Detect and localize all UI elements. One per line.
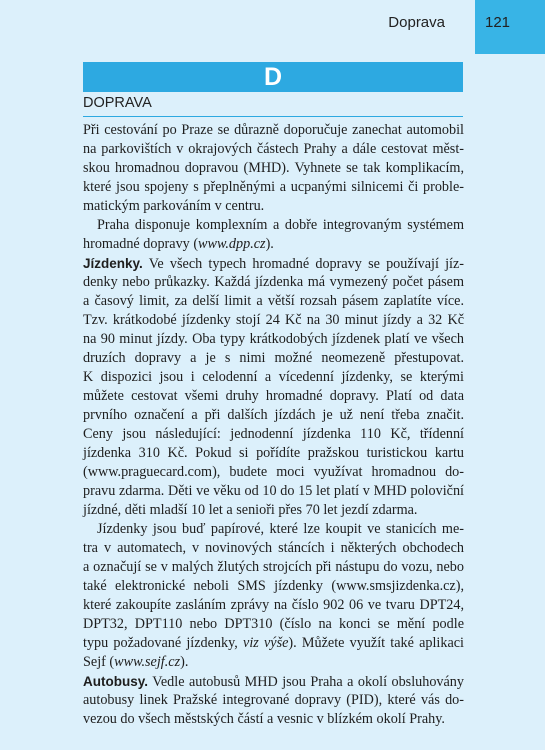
text-line (83, 577, 464, 596)
text-run: hromadné dopravy ( (83, 236, 199, 252)
text-run: ). Můžete využít také aplikaci (288, 635, 465, 651)
run-in-heading: Autobusy. (83, 674, 148, 689)
italic-text: www.dpp.cz (198, 236, 266, 252)
text-run: jízdné, děti mladší 10 let a senioři přes 70 let jezdí zdarma. (83, 502, 418, 518)
text-line (83, 615, 464, 634)
text-run: také elektronické neboli SMS jízdenky (www.smsjizdenka.cz), (83, 578, 464, 594)
text-run: a označují se v malých žlutých strojcích při nástupu do vozu, nebo (83, 559, 464, 575)
text-line (83, 501, 464, 520)
running-header-title: Doprava (388, 14, 445, 31)
text-line (83, 425, 464, 444)
text-run: které jsou spojeny s přeplněnými a ucpanými silnicemi či proble- (83, 179, 464, 195)
text-line (83, 197, 464, 216)
text-run: a časový limit, za delší limit a větší rozsah pásem zaplatíte více. (83, 293, 464, 309)
text-line (83, 596, 464, 615)
body-text (83, 121, 464, 729)
text-line (83, 368, 464, 387)
section-letter-bar: D (83, 62, 463, 92)
text-run: (www.praguecard.com), budete moci využívat hromadnou do- (83, 464, 464, 480)
text-run: prvního označení a při dalších jízdách je už není třeba značit. (83, 407, 464, 423)
text-run: můžete cestovat všemi druhy hromadné dopravy. Platí od data (83, 388, 464, 404)
italic-text: www.sejf.cz (114, 654, 181, 670)
text-run: na parkovištích v okrajových částech Prahy a dále cestovat měst- (83, 141, 464, 157)
text-run: denky nebo průkazky. Každá jízdenka má vymezený počet pásem (83, 274, 464, 290)
text-line (83, 691, 464, 710)
text-run: Ceny jsou následující: jednodenní jízdenka 110 Kč, třídenní (83, 426, 464, 442)
text-line (83, 216, 464, 235)
text-run: Jízdenky jsou buď papírové, které lze koupit ve stanicích me- (97, 521, 464, 537)
text-line (83, 539, 464, 558)
page-number-tab (475, 0, 545, 54)
text-line (83, 292, 464, 311)
section-heading: DOPRAVA (83, 95, 152, 111)
text-line (83, 140, 464, 159)
text-line (83, 235, 464, 254)
text-line (83, 254, 464, 273)
text-line (83, 672, 464, 691)
text-line (83, 482, 464, 501)
text-line (83, 387, 464, 406)
page-header (0, 0, 545, 54)
text-line (83, 520, 464, 539)
text-line (83, 444, 464, 463)
section-divider (83, 116, 463, 117)
text-line (83, 710, 464, 729)
text-run: ). (265, 236, 274, 252)
text-run: tra v automatech, v novinových stáncích i některých obchodech (83, 540, 464, 556)
page-number: 121 (485, 14, 511, 31)
text-run: typu požadované jízdenky, (83, 635, 244, 651)
text-run: vezou do všech městských částí a vesnic v blízkém okolí Prahy. (83, 711, 445, 727)
text-line (83, 121, 464, 140)
text-run: Vedle autobusů MHD jsou Praha a okolí obsluhovány (148, 674, 464, 690)
text-line (83, 311, 464, 330)
text-line (83, 349, 464, 368)
run-in-heading: Jízdenky. (83, 256, 143, 271)
text-run: Praha disponuje komplexním a dobře integrovaným systémem (97, 217, 464, 233)
text-run: K dispozici jsou i celodenní a vícedenní jízdenky, se kterými (83, 369, 464, 385)
text-line (83, 463, 464, 482)
text-line (83, 653, 464, 672)
text-run: jízdenka 310 Kč. Pokud si pořídíte pražskou turistickou kartu (83, 445, 464, 461)
text-run: Sejf ( (83, 654, 115, 670)
text-run: které zakoupíte zasláním zprávy na číslo 902 06 ve tvaru DPT24, (83, 597, 464, 613)
text-run: na 90 minut jízdy. Oba typy krátkodobých jízdenek platí ve všech (83, 331, 464, 347)
text-run: Ve všech typech hromadné dopravy se používají jíz- (142, 256, 464, 272)
text-run: Při cestování po Praze se důrazně doporučuje zanechat automobil (83, 122, 464, 138)
text-run: pravu zdarma. Děti ve věku od 10 do 15 let platí v MHD poloviční (83, 483, 464, 499)
text-run: skou hromadnou dopravou (MHD). Vyhnete se tak komplikacím, (83, 160, 464, 176)
italic-text: viz výše (243, 635, 289, 651)
text-run: Tzv. krátkodobé jízdenky stojí 24 Kč na 30 minut jízdy a 32 Kč (83, 312, 464, 328)
text-line (83, 159, 464, 178)
text-line (83, 406, 464, 425)
text-line (83, 558, 464, 577)
text-run: ). (180, 654, 189, 670)
text-line (83, 330, 464, 349)
text-run: DPT32, DPT110 nebo DPT310 (číslo na konci se mění podle (83, 616, 464, 632)
text-line (83, 273, 464, 292)
text-line (83, 178, 464, 197)
text-run: autobusy linek Pražské integrované dopravy (PID), které vás do- (83, 692, 464, 708)
text-run: matickým parkováním v centru. (83, 198, 265, 214)
text-line (83, 634, 464, 653)
text-run: druzích dopravy a je s nimi možné neomezeně přestupovat. (83, 350, 464, 366)
